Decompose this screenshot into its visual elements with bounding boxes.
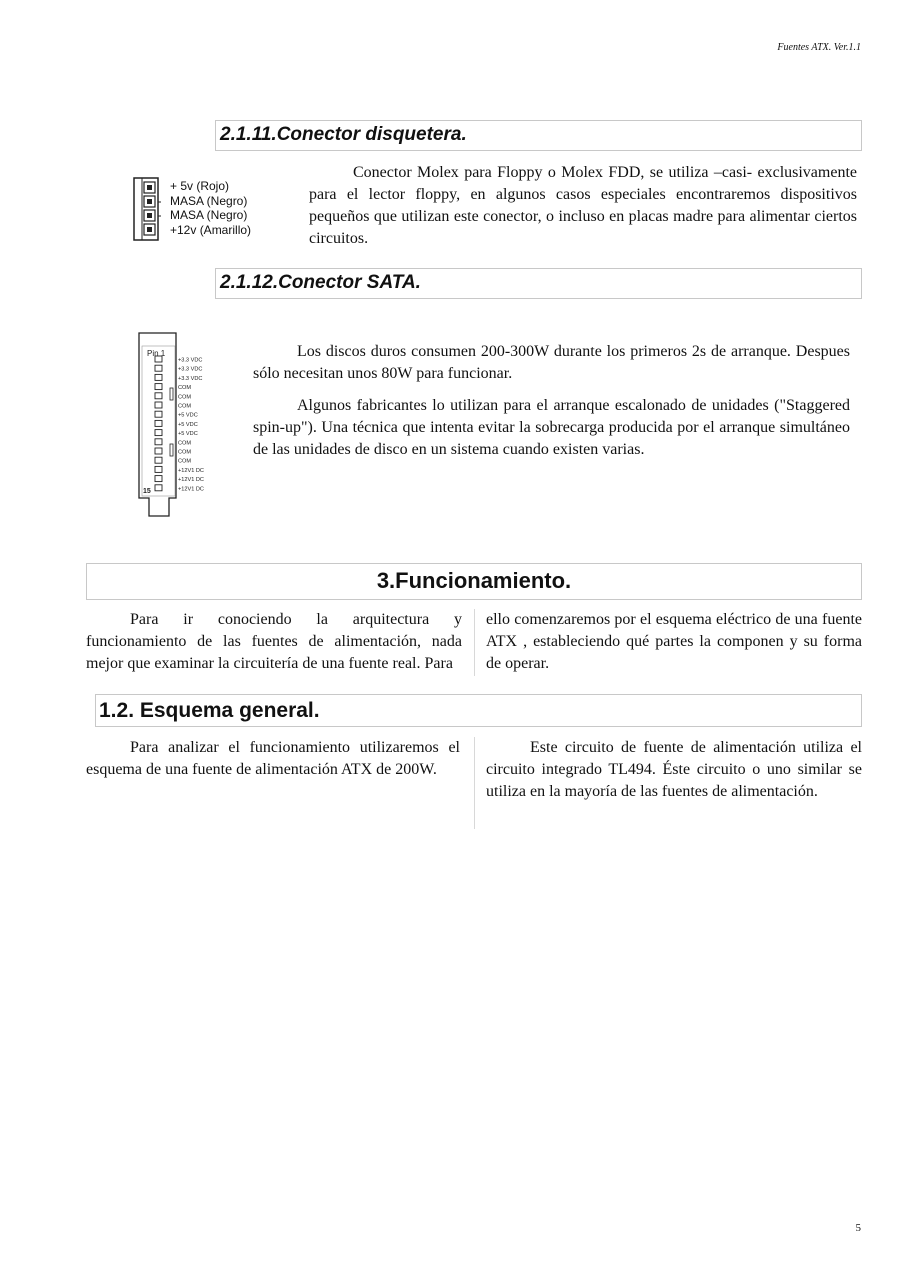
sata-pin-label: +3.3 VDC [178,357,203,364]
esquema-column-1: Para analizar el funcionamiento utilizaremos el esquema de una fuente de alimentación ATX de 200W. [86,739,460,778]
heading-floppy-connector: 2.1.11.Conector disquetera. [215,120,862,151]
sata-pin-label: +5 VDC [178,421,198,428]
sata-pin [155,448,162,454]
floppy-pin-label: MASA (Negro) [170,193,248,208]
sata-pin [155,439,162,445]
sata-pin-label: COM [178,440,192,447]
sata-pin-label: COM [178,449,192,456]
sata-pin [155,411,162,417]
sata-pin [155,384,162,390]
sata-pin-end-label: 15 [143,488,151,495]
sata-pin [155,430,162,436]
floppy-pin-label: + 5v (Rojo) [170,179,230,193]
column-divider [474,737,475,829]
sata-paragraph-2: Algunos fabricantes lo utilizan para el arranque escalonado de unidades ("Staggered spin-up"). Una técnica que intenta evitar la sobrecarga producida por el arranque simultáneo de las unidades de disco en un sistema cuando existen varias. [253,397,850,458]
sata-pin-label: +3.3 VDC [178,375,203,382]
heading-funcionamiento: 3.Funcionamiento. [86,563,862,600]
sata-pin [155,420,162,426]
sata-pin-label: +3.3 VDC [178,366,203,373]
sata-pin-label: +5 VDC [178,412,198,419]
sata-pin-label: COM [178,458,192,465]
sata-pin-label: COM [178,385,192,392]
sata-pin [155,466,162,472]
sata-pin-label: COM [178,394,192,401]
heading-sata-connector: 2.1.12.Conector SATA. [215,268,862,299]
sata-pin-label: +12V1 DC [178,486,204,493]
sata-pin [155,476,162,482]
column-divider [474,609,475,676]
sata-pin-label: +5 VDC [178,431,198,438]
floppy-pin-label: MASA (Negro) [170,208,248,222]
sata-pin [155,365,162,371]
sata-pin [155,402,162,408]
floppy-pin-label: +12v (Amarillo) [170,222,252,237]
sata-pin [155,374,162,380]
sata-pin-labels [178,358,204,493]
sata-pin [155,393,162,399]
sata-pin-label: COM [178,403,192,410]
sata-pins [155,356,162,491]
floppy-paragraph: Conector Molex para Floppy o Molex FDD, se utiliza –casi- exclusivamente para el lector floppy, en algunos casos especiales encontraremos dispositivos pequeños que utilizan este conector, o incluso en placas madre para alimentar ciertos circuitos. [309,164,857,247]
sata-pin [155,457,162,463]
esquema-column-2: Este circuito de fuente de alimentación utiliza el circuito integrado TL494. Éste circuito o uno similar se utiliza en la mayoría de las fuentes de alimentación. [486,739,862,800]
running-header: Fuentes ATX. Ver.1.1 [777,42,861,53]
funcionamiento-column-1: Para ir conociendo la arquitectura y funcionamiento de las fuentes de alimentación, nada mejor que examinar la circuitería de una fuente real. Para [86,611,462,672]
sata-pin-label: +12V1 DC [178,477,204,484]
sata-paragraph-1: Los discos duros consumen 200-300W durante los primeros 2s de arranque. Despues sólo necesitan unos 80W para funcionar. [253,343,850,382]
funcionamiento-column-2: ello comenzaremos por el esquema eléctrico de una fuente ATX , estableciendo qué partes la componen y su forma de operar. [486,611,862,672]
sata-pin [155,485,162,491]
heading-esquema-general: 1.2. Esquema general. [95,694,862,727]
sata-pin-start-label: Pin 1 [147,349,166,358]
floppy-pin-labels [170,179,251,237]
page-number: 5 [855,1222,861,1234]
floppy-connector-diagram [130,176,162,242]
sata-pin-label: +12V1 DC [178,467,204,474]
sata-connector-diagram [136,330,216,520]
